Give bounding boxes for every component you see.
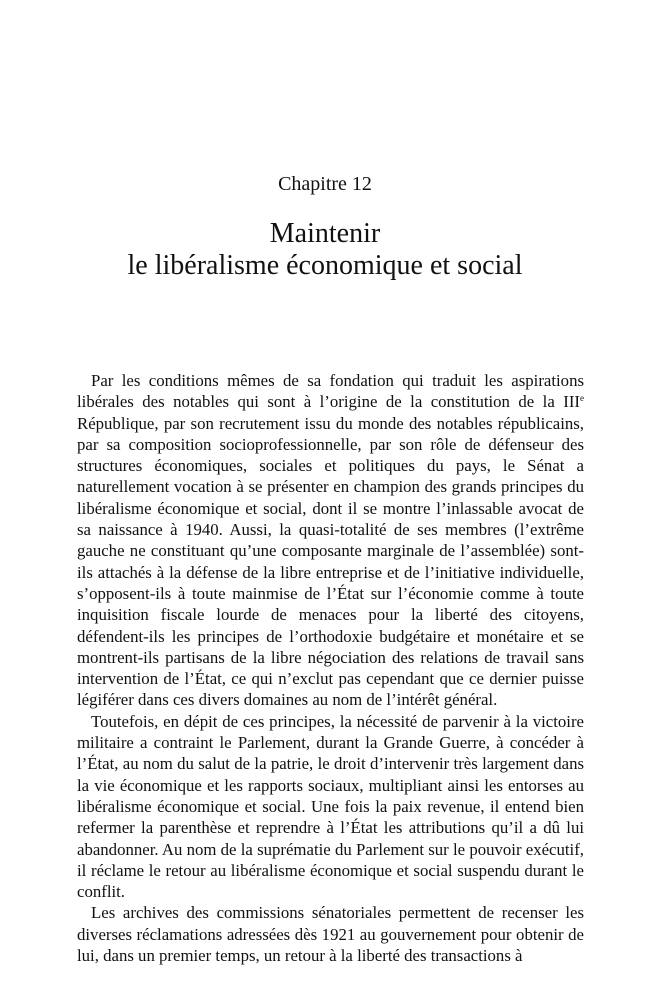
paragraph-1: [77, 370, 584, 711]
chapter-number: Chapitre 12: [278, 173, 372, 195]
body-text: [77, 370, 584, 966]
chapter-title: [0, 218, 650, 282]
chapter-title-line-2: le libéralisme économique et social: [127, 250, 523, 281]
paragraph-1-rest: République, par son recrutement issu du monde des notables républicains, par sa composition socioprofessionnelle, par son rôle de défenseur des structures économiques, sociales et politiques du pays, le Sénat a naturellement vocation à se présenter en champion des grands principes du libéralisme économique et social, dont il se montre l’inlassable avocat de sa naissance à 1940. Aussi, la quasi-totalité de ses membres (l’extrême gauche ne constituant qu’une composante marginale de l’assemblée) sont-ils attachés à la défense de la libre entreprise et de l’initiative individuelle, s’opposent-ils à toute mainmise de l’État sur l’économie comme à toute inquisition fiscale lourde de menaces pour la liberté des citoyens, défendent-ils les principes de l’orthodoxie budgétaire et monétaire et se montrent-ils partisans de la libre négociation des relations de travail sans intervention de l’État, ce qui n’exclut pas cependant que ce dernier puisse légiférer dans ces divers domaines au nom de l’intérêt général.: [77, 413, 584, 710]
paragraph-2: Toutefois, en dépit de ces principes, la nécessité de parvenir à la victoire militaire a contraint le Parlement, durant la Grande Guerre, à concéder à l’État, au nom du salut de la patrie, le droit d’intervenir très largement dans la vie économique et les rapports sociaux, multipliant ainsi les entorses au libéralisme économique et social. Une fois la paix revenue, il entend bien refermer la parenthèse et reprendre à l’État les attributions qu’il a dû lui abandonner. Au nom de la suprématie du Parlement sur le pouvoir exécutif, il réclame le retour au libéralisme économique et social suspendu durant le conflit.: [77, 711, 584, 902]
chapter-title-line-1: Maintenir: [269, 218, 381, 249]
paragraph-1-start: Par les conditions mêmes de sa fondation qui traduit les aspirations libérales des notables qui sont à l’origine de la constitution de la III: [77, 371, 584, 412]
paragraph-3: Les archives des commissions sénatoriales permettent de recenser les diverses réclamations adressées dès 1921 au gouvernement pour obtenir de lui, dans un premier temps, un retour à la liberté des transactions à: [77, 903, 584, 966]
superscript-e: e: [580, 393, 584, 404]
